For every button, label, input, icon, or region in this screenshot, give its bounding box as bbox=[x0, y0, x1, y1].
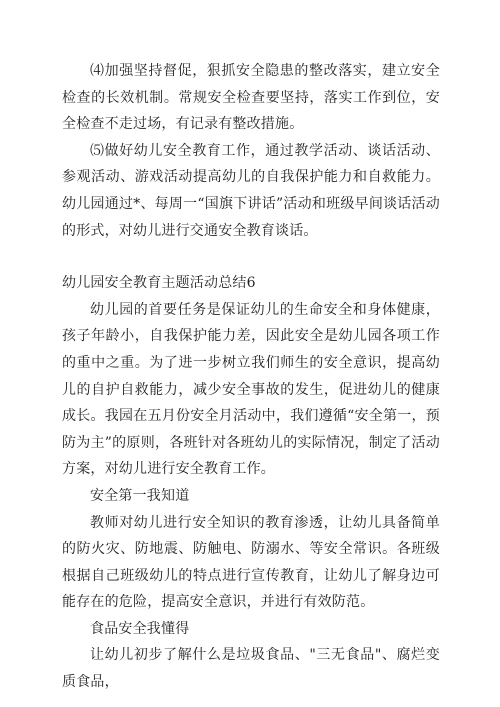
paragraph-item-5: ⑸做好幼儿安全教育工作，通过教学活动、谈话活动、参观活动、游戏活动提高幼儿的自我保护能力和自救能力。幼儿园通过*、每周一“国旗下讲话”活动和班级早间谈话活动的形式，对幼儿进行交通安全教育谈话。 bbox=[62, 142, 440, 239]
food-safety-paragraph: 让幼儿初步了解什么是垃圾食品、"三无食品"、腐烂变质食品， bbox=[62, 647, 440, 691]
document-body bbox=[62, 58, 440, 696]
section-title: 幼儿园安全教育主题活动总结6 bbox=[62, 275, 256, 292]
safety-knowledge-paragraph: 教师对幼儿进行安全知识的教育渗透，让幼儿具备简单的防火灾、防地震、防触电、防溺水、等安全常识。各班级根据自己班级幼儿的特点进行宣传教育，让幼儿了解身边可能存在的危险，提高安全意识，并进行有效防范。 bbox=[62, 514, 440, 611]
subheading-safety-first: 安全第一我知道 bbox=[90, 487, 190, 504]
intro-paragraph: 幼儿园的首要任务是保证幼儿的生命安全和身体健康，孩子年龄小，自我保护能力差，因此安全是幼儿园各项工作的重中之重。为了进一步树立我们师生的安全意识，提高幼儿的自护自救能力，减少安全事故的发生，促进幼儿的健康成长。我园在五月份安全月活动中，我们遵循“安全第一，预防为主”的原则，各班针对各班幼儿的实际情况，制定了活动方案，对幼儿进行安全教育工作。 bbox=[62, 301, 440, 478]
paragraph-item-4: ⑷加强坚持督促，狠抓安全隐患的整改落实，建立安全检查的长效机制。常规安全检查要坚持，落实工作到位，安全检查不走过场，有记录有整改措施。 bbox=[62, 63, 440, 133]
subheading-food-safety: 食品安全我懂得 bbox=[90, 620, 190, 637]
section-gap bbox=[62, 244, 440, 270]
